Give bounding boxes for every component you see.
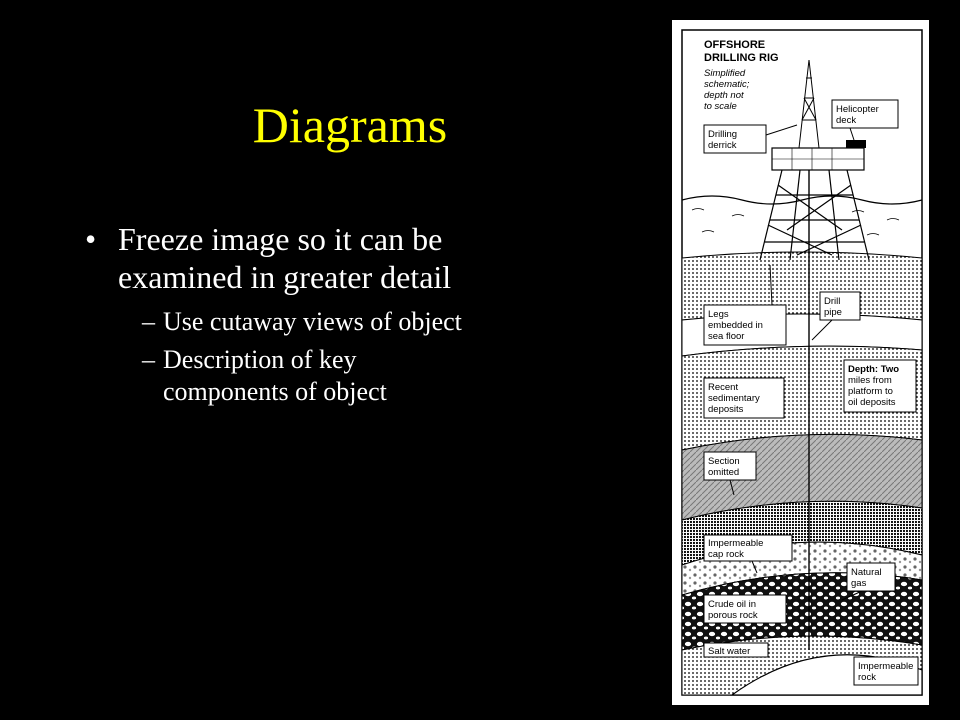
salt-water-label: Salt water (708, 646, 751, 657)
section-omitted-label: Section (708, 456, 740, 467)
diagram-heading-line: OFFSHORE (704, 39, 766, 51)
offshore-rig-diagram (672, 20, 929, 705)
section-omitted-label: omitted (708, 467, 740, 478)
bullet-text-line: examined in greater detail (118, 259, 452, 295)
natural-gas-label: Natural (851, 567, 882, 578)
bullet-item (85, 220, 605, 296)
drilling-derrick-label: Drilling (708, 129, 738, 140)
legs-label: embedded in (708, 320, 763, 331)
cap-rock-label: Impermeable (708, 538, 764, 549)
drill-pipe-label: pipe (824, 307, 842, 318)
dash-glyph: – (142, 345, 155, 374)
bullet-list (85, 220, 605, 408)
schematic-note-line: schematic; (704, 79, 750, 90)
depth-label: miles from (848, 375, 892, 386)
legs-label: Legs (708, 309, 729, 320)
sub-bullet-item (85, 306, 605, 338)
sub-bullet-text-line: components of object (163, 377, 387, 406)
sedimentary-label: deposits (708, 404, 744, 415)
sub-bullet-text: Use cutaway views of object (163, 307, 462, 336)
crude-oil-label: porous rock (708, 610, 758, 621)
slide-title: Diagrams (252, 97, 448, 153)
schematic-note-line: Simplified (704, 68, 746, 79)
impermeable-rock-label: rock (858, 672, 876, 683)
depth-label: oil deposits (848, 397, 896, 408)
sedimentary-label: Recent (708, 382, 739, 393)
drill-pipe-label: Drill (824, 296, 841, 307)
natural-gas-label: gas (851, 578, 867, 589)
helicopter-deck-label: Helicopter (836, 104, 879, 115)
sedimentary-label: sedimentary (708, 393, 760, 404)
helicopter-deck-label: deck (836, 115, 857, 126)
dash-glyph: – (142, 307, 155, 336)
depth-label: Depth: Two (848, 364, 900, 375)
legs-label: sea floor (708, 331, 745, 342)
sub-bullet-item (85, 344, 605, 408)
diagram-svg (672, 20, 929, 705)
depth-label: platform to (848, 386, 893, 397)
schematic-note-line: depth not (704, 90, 744, 101)
cap-rock-label: cap rock (708, 549, 744, 560)
impermeable-rock-label: Impermeable (858, 661, 914, 672)
crude-oil-label: Crude oil in (708, 599, 757, 610)
bullet-glyph: • (85, 221, 97, 257)
platform-legs (760, 170, 869, 260)
bullet-text-line: Freeze image so it can be (118, 221, 443, 257)
sea-surface (682, 196, 922, 204)
diagram-heading-line: DRILLING RIG (704, 52, 779, 64)
schematic-note-line: to scale (704, 101, 737, 112)
drilling-derrick-shape (799, 60, 819, 148)
sub-bullet-text-line: Description of key (163, 345, 357, 374)
helicopter-deck-shape (846, 140, 866, 148)
drilling-derrick-label: derrick (708, 140, 737, 151)
